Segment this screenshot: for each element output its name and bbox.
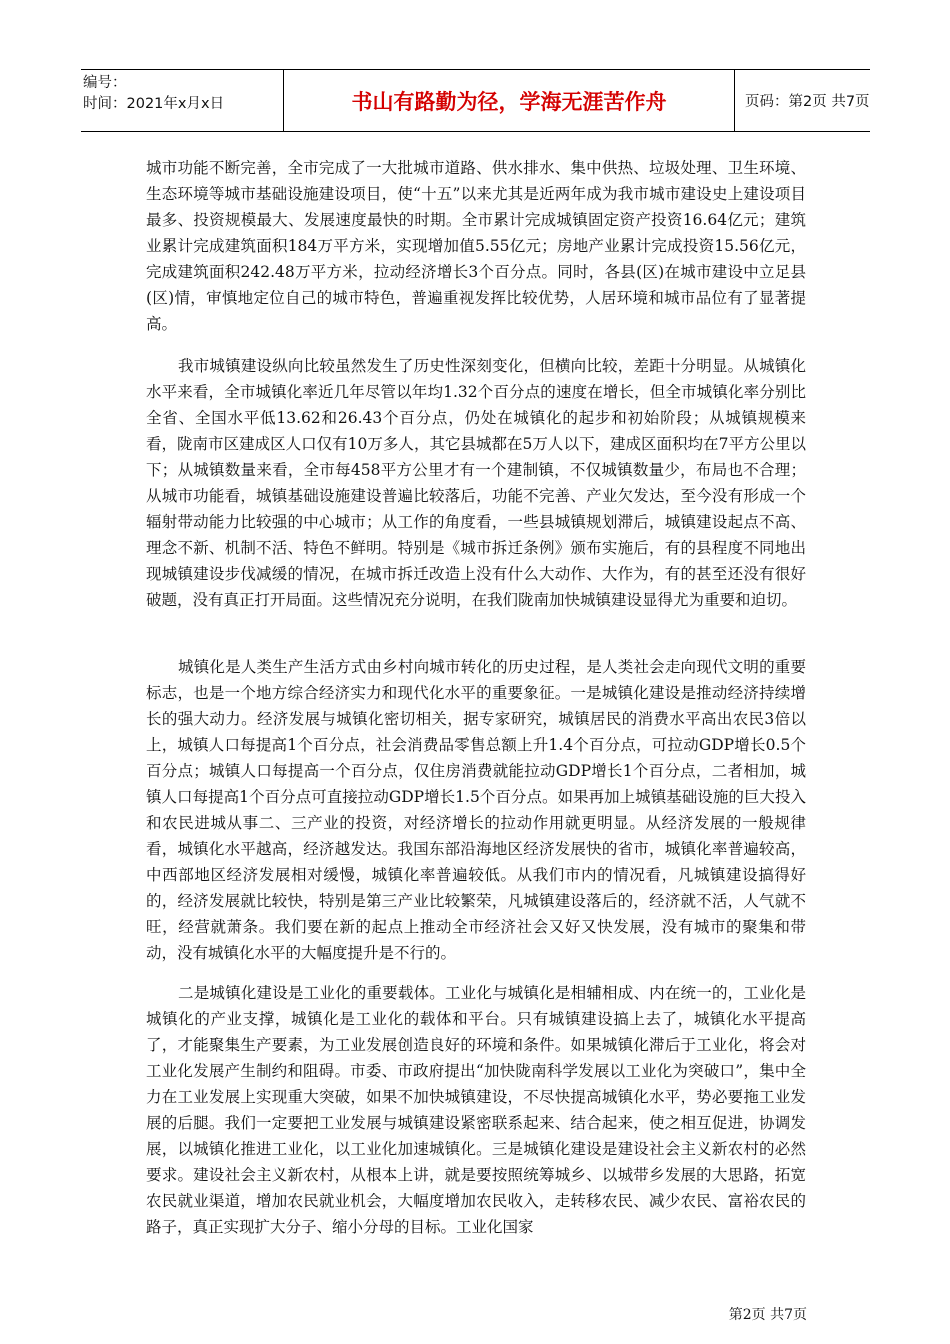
page-footer: 第2页 共7页 xyxy=(728,1307,807,1323)
body-paragraph: 城镇化是人类生产生活方式由乡村向城市转化的历史过程，是人类社会走向现代文明的重要标志，也是一个地方综合经济实力和现代化水平的重要象征。一是城镇化建设是推动经济持续增长的强大动力。经济发展与城镇化密切相关，据专家研究，城镇居民的消费水平高出农民3倍以上，城镇人口每提高1个百分点，社会消费品零售总额上升1.4个百分点，可拉动GDP增长0.5个百分点；城镇人口每提高一个百分点，仅住房消费就能拉动GDP增长1个百分点，二者相加，城镇人口每提高1个百分点可直接拉动GDP增长1.5个百分点。如果再加上城镇基础设施的巨大投入和农民进城从事二、三产业的投资，对经济增长的拉动作用就更明显。从经济发展的一般规律看，城镇化水平越高，经济越发达。我国东部沿海地区经济发展快的省市，城镇化率普遍较高，中西部地区经济发展相对缓慢，城镇化率普遍较低。从我们市内的情况看，凡城镇建设搞得好的，经济发展就比较快，特别是第三产业比较繁荣，凡城镇建设落后的，经济就不活，人气就不旺，经营就萧条。我们要在新的起点上推动全市经济社会又好又快发展，没有城市的聚集和带动，没有城镇化水平的大幅度提升是不行的。 xyxy=(146,658,806,962)
body-paragraph: 二是城镇化建设是工业化的重要载体。工业化与城镇化是相辅相成、内在统一的，工业化是城镇化的产业支撑，城镇化是工业化的载体和平台。只有城镇建设搞上去了，城镇化水平提高了，才能聚集生产要素，为工业发展创造良好的环境和条件。如果城镇化滞后于工业化，将会对工业化发展产生制约和阻碍。市委、市政府提出“加快陇南科学发展以工业化为突破口”，集中全力在工业发展上实现重大突破，如果不加快城镇建设，不尽快提高城镇化水平，势必要拖工业发展的后腿。我们一定要把工业发展与城镇建设紧密联系起来、结合起来，使之相互促进，协调发展，以城镇化推进工业化，以工业化加速城镇化。三是城镇化建设是建设社会主义新农村的必然要求。建设社会主义新农村，从根本上讲，就是要按照统筹城乡、以城带乡发展的大思路，拓宽农民就业渠道，增加农民就业机会，大幅度增加农民收入，走转移农民、减少农民、富裕农民的路子，真正实现扩大分子、缩小分母的目标。工业化国家 xyxy=(146,984,806,1236)
body-paragraph: 城市功能不断完善，全市完成了一大批城市道路、供水排水、集中供热、垃圾处理、卫生环境、生态环境等城市基础设施建设项目，使“十五”以来尤其是近两年成为我市城市建设史上建设项目最多、投资规模最大、发展速度最快的时期。全市累计完成城镇固定资产投资16.64亿元；建筑业累计完成建筑面积184万平方米，实现增加值5.55亿元；房地产业累计完成投资15.56亿元，完成建筑面积242.48万平方米，拉动经济增长3个百分点。同时，各县(区)在城市建设中立足县(区)情，审慎地定位自己的城市特色，普遍重视发挥比较优势，人居环境和城市品位有了显著提高。 xyxy=(146,159,806,333)
header-meta xyxy=(81,70,283,131)
header-motto: 书山有路勤为径，学海无涯苦作舟 xyxy=(283,70,735,131)
document-number-label: 编号： xyxy=(83,75,127,91)
header-table xyxy=(81,69,870,132)
document-time-label: 时间：2021年x月x日 xyxy=(83,96,225,112)
header-page-info: 页码：第2页 共7页 xyxy=(745,94,870,110)
body-paragraph: 我市城镇建设纵向比较虽然发生了历史性深刻变化，但横向比较，差距十分明显。从城镇化水平来看，全市城镇化率近几年尽管以年均1.32个百分点的速度在增长，但全市城镇化率分别比全省、全国水平低13.62和26.43个百分点，仍处在城镇化的起步和初始阶段；从城镇规模来看，陇南市区建成区人口仅有10万多人，其它县城都在5万人以下，建成区面积均在7平方公里以下；从城镇数量来看，全市每458平方公里才有一个建制镇，不仅城镇数量少，布局也不合理；从城市功能看，城镇基础设施建设普遍比较落后，功能不完善、产业欠发达，至今没有形成一个辐射带动能力比较强的中心城市；从工作的角度看，一些县城镇规划滞后，城镇建设起点不高、理念不新、机制不活、特色不鲜明。特别是《城市拆迁条例》颁布实施后，有的县程度不同地出现城镇建设步伐减缓的情况，在城市拆迁改造上没有什么大动作、大作为，有的甚至还没有很好破题，没有真正打开局面。这些情况充分说明，在我们陇南加快城镇建设显得尤为重要和迫切。 xyxy=(146,357,806,609)
